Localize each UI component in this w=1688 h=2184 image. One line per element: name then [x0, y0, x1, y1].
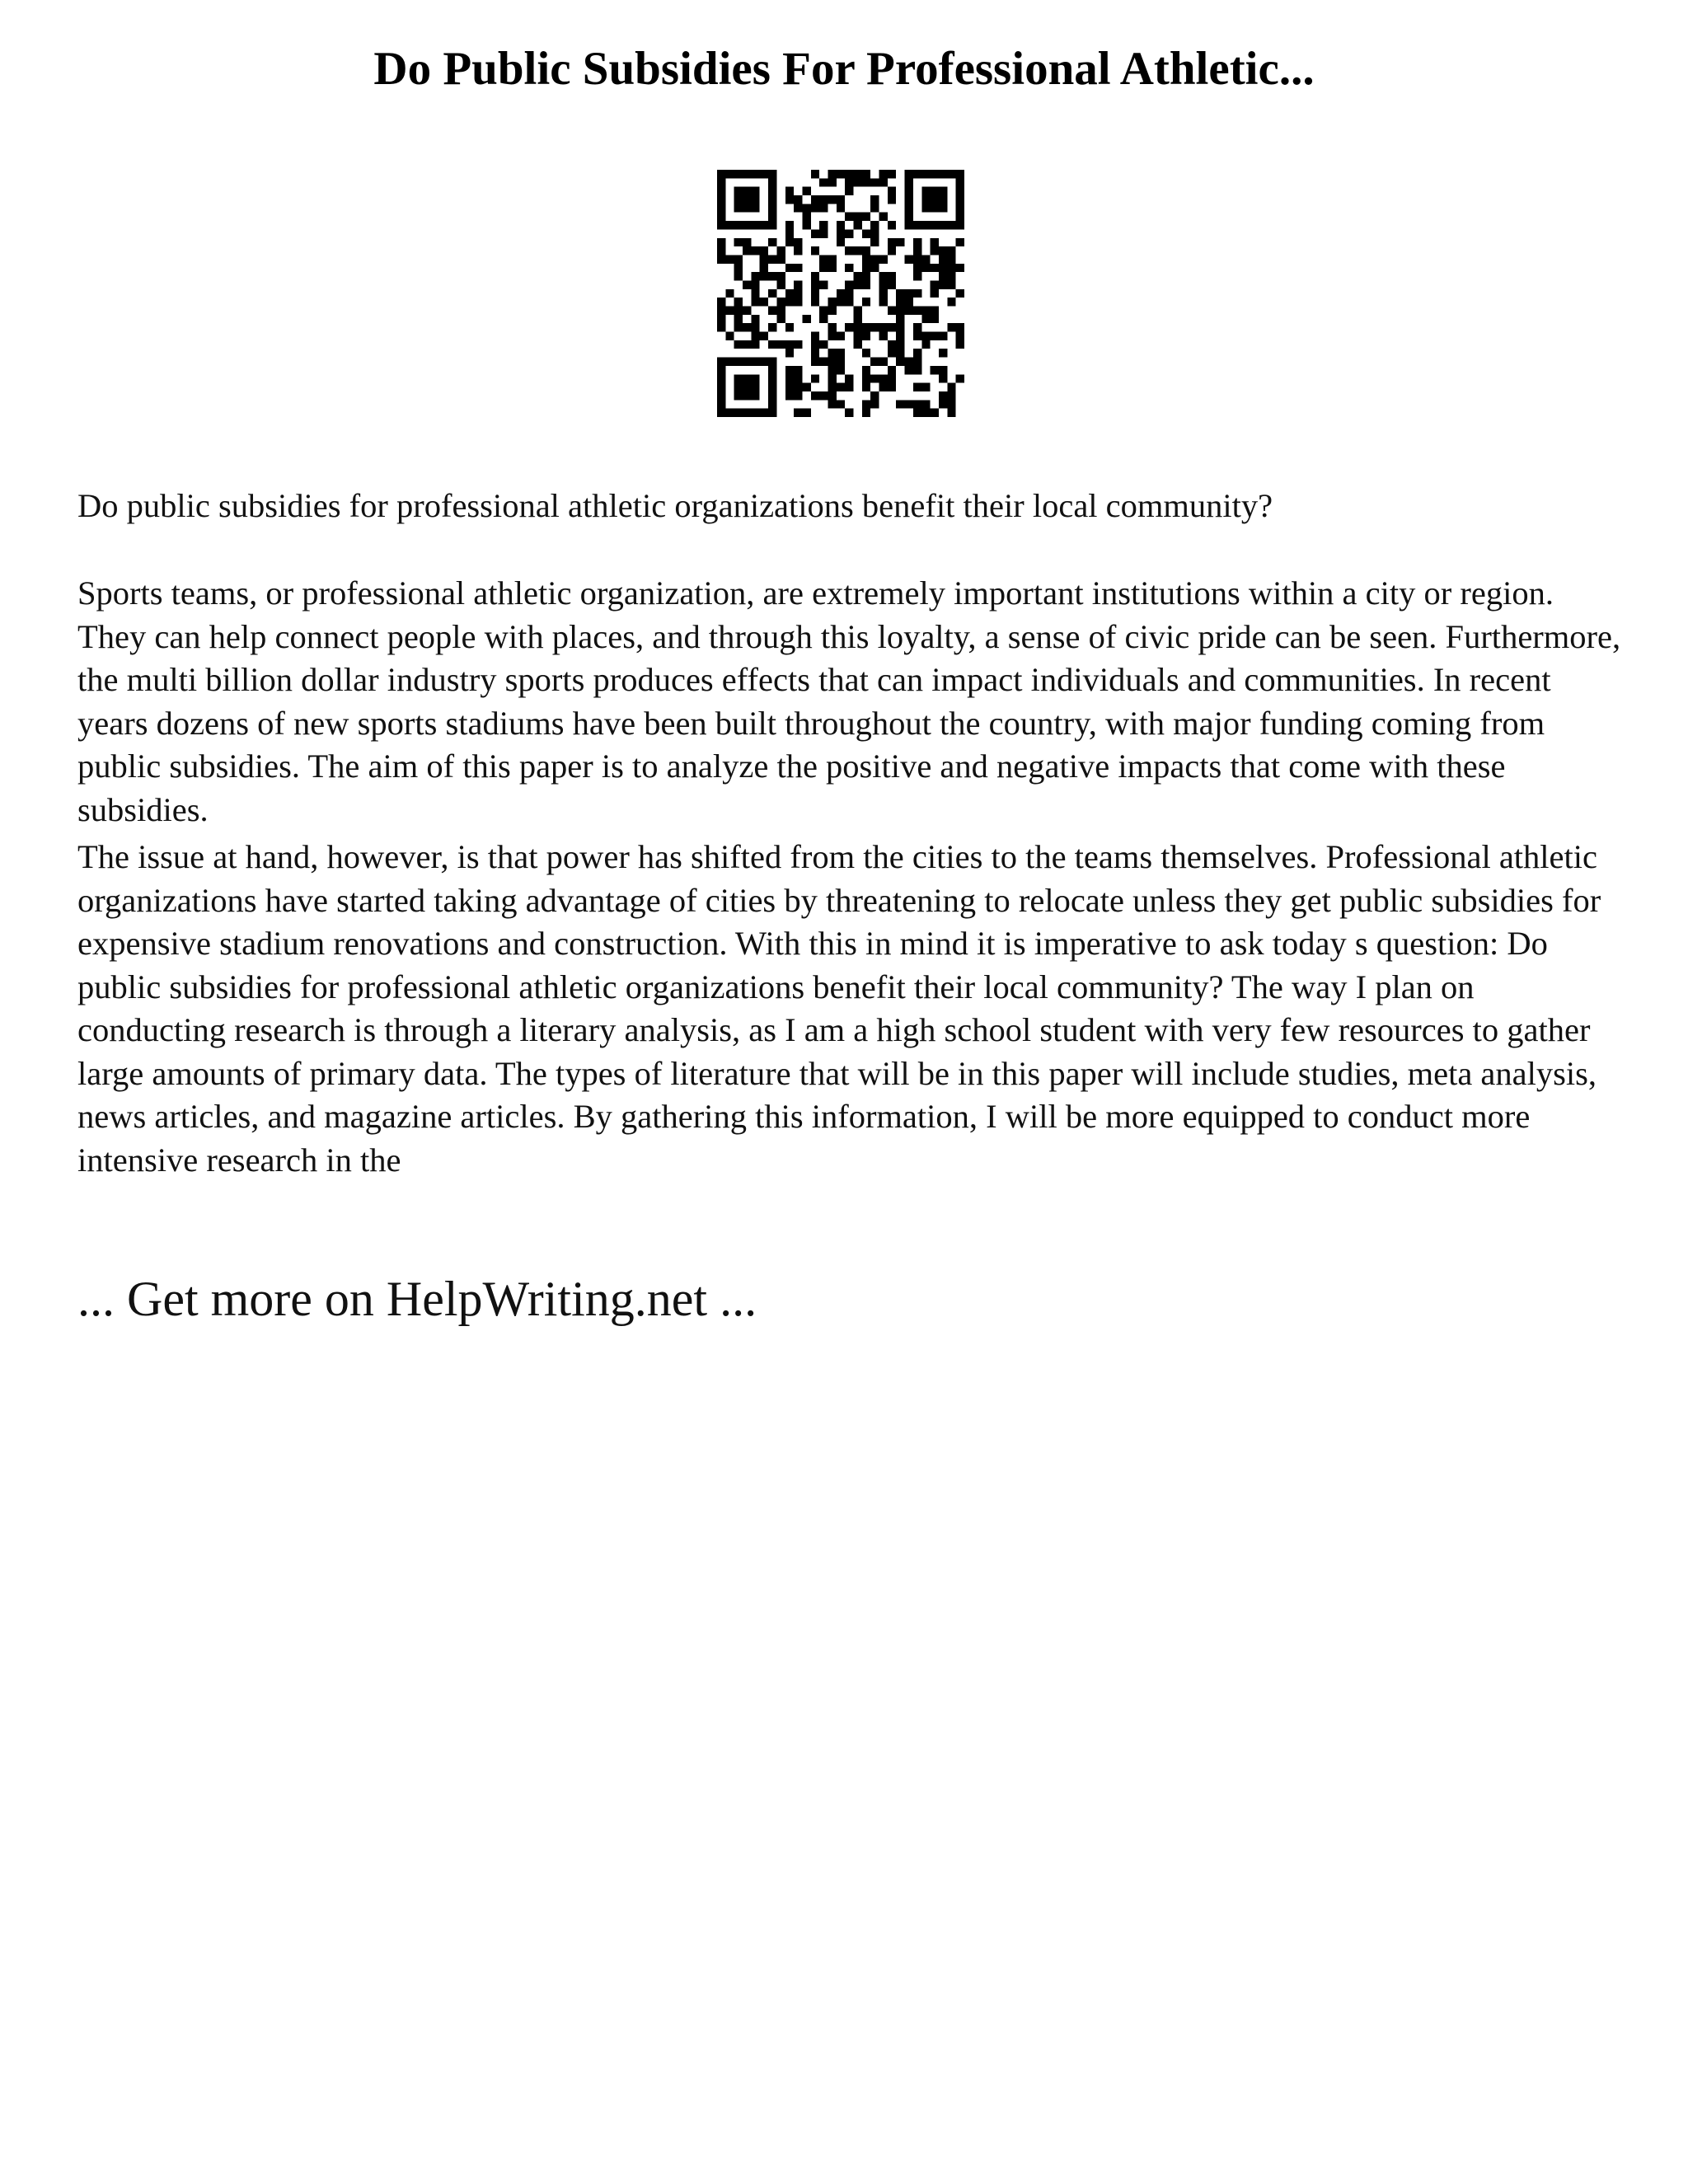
paragraph-1: Sports teams, or professional athletic organization, are extremely important institutions within a city or region. They can help connect people with places, and through this loyalty, a sense of civic pride can be seen. Furthermore, the multi billion dollar industry sports produces effects that can impact individuals and communities. In recent years dozens of new sports stadiums have been built throughout the country, with major funding coming from public subsidies. The aim of this paper is to analyze the positive and negative impacts that come with these subsidies. — [77, 574, 1621, 828]
get-more-link[interactable]: ... Get more on HelpWriting.net ... — [77, 1272, 757, 1326]
qr-code-icon — [717, 170, 964, 417]
paragraph-2: The issue at hand, however, is that power has shifted from the cities to the teams themselves. Professional athletic organizations have started taking advantage of cities by threatening to relocate unless they get public subsidies for expensive stadium renovations and construction. With this in mind it is imperative to ask today s question: Do public subsidies for professional athletic organizations benefit their local community? The way I plan on conducting research is through a literary analysis, as I am a high school student with very few resources to gather large amounts of primary data. The types of literature that will be in this paper will include studies, meta analysis, news articles, and magazine articles. By gathering this information, I will be more equipped to conduct more intensive research in the — [77, 838, 1601, 1179]
intro-question: Do public subsidies for professional athletic organizations benefit their local community? — [77, 487, 1273, 524]
page-title: Do Public Subsidies For Professional Athletic... — [373, 43, 1315, 95]
